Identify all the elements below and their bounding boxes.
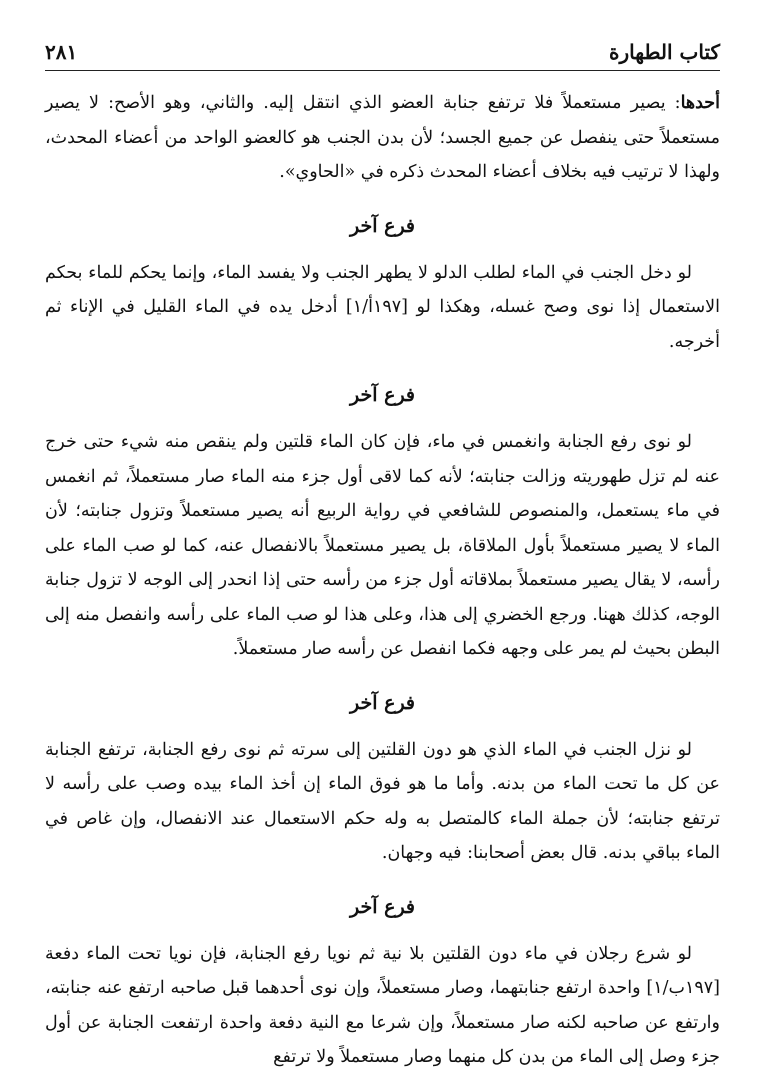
section-paragraph: لو دخل الجنب في الماء لطلب الدلو لا يطهر الجنب ولا يفسد الماء، وإنما يحكم للماء بحكم الاستعمال إذا نوى وصح غسله، وهكذا لو [١٩٧أ/١] أدخل يده في الماء القليل في الإناء ثم أخرجه. — [45, 262, 720, 352]
page-number: ٢٨١ — [45, 40, 78, 64]
page-header — [45, 36, 720, 71]
section-title: فرع آخر — [349, 895, 416, 918]
section-paragraph: لو شرع رجلان في ماء دون القلتين بلا نية ثم نويا رفع الجنابة، فإن نويا تحت الماء دفعة [١٩٧ب/١] واحدة ارتفع جنابتهما، وصار مستعملاً، وإن نوى أحدهما قبل صاحبه ارتفع عنه جنابته، وارتفع عن صاحبه لكنه صار مستعملاً، وإن شرعا مع النية دفعة واحدة ارتفعت الجنابة عن أول جزء وصل إلى الماء من بدن كل منهما وصار مستعملاً ولا ترتفع — [45, 943, 720, 1067]
section-title: فرع آخر — [349, 384, 416, 406]
section-title: فرع آخر — [349, 214, 416, 237]
book-title: كتاب الطهارة — [609, 40, 720, 64]
section-paragraph: لو نزل الجنب في الماء الذي هو دون القلتين إلى سرته ثم نوى رفع الجنابة، ترتفع الجنابة عن كل ما تحت الماء من بدنه. وأما ما هو فوق الماء إن أخذ الماء بيده وصب على رأسه لا ترتفع جنابته؛ لأن جملة الماء كالمتصل به وله حكم الاستعمال عند الانفصال، وإن غاص في الماء بباقي بدنه. قال بعض أصحابنا: فيه وجهان. — [45, 739, 720, 863]
section-paragraph: لو نوى رفع الجنابة وانغمس في ماء، فإن كان الماء قلتين ولم ينقص منه شيء حتى خرج عنه لم تزل طهوريته وزالت جنابته؛ لأنه كما لاقى أول جزء منه الماء صار مستعملاً، ثم انغمس في ماء يستعمل، والمنصوص للشافعي في رواية الربيع أنه يصير مستعملاً وتزول جنابته؛ لأن الماء لا يصير مستعملاً بأول الملاقاة، بل يصير مستعملاً بالانفصال عنه، كما لو صب الماء على رأسه، لا يقال يصير مستعملاً بملاقاته أول جزء من رأسه حتى إذا انحدر إلى الوجه لا تزول جنابة الوجه، كذلك ههنا. ورجع الخضري إلى هذا، وعلى هذا لو صب الماء على رأسه وانفصل منه إلى البطن بحيث لم يمر على وجهه فكما انفصل عن رأسه صار مستعملاً. — [45, 432, 720, 659]
intro-text: : يصير مستعملاً فلا ترتفع جنابة العضو الذي انتقل إليه. والثاني، وهو الأصح: لا يصير مستعملاً حتى ينفصل عن جميع الجسد؛ لأن بدن الجنب هو كالعضو الواحد من أعضاء المحدث، ولهذا لا ترتيب فيه بخلاف أعضاء المحدث ذكره في «الحاوي». — [45, 93, 720, 182]
intro-lead-word: أحدها — [680, 93, 720, 113]
page-body — [45, 86, 720, 1075]
section-title: فرع آخر — [349, 691, 416, 714]
intro-paragraph — [45, 86, 720, 190]
